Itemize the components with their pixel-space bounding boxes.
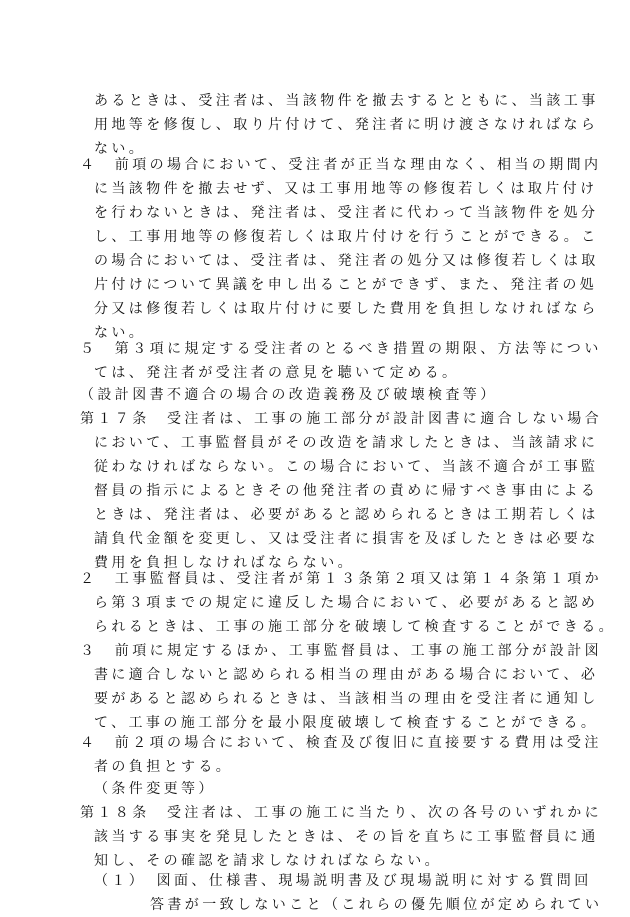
paragraph-3-line: ３ 前項に規定するほか、工事監督員は、工事の施工部分が設計図 <box>80 643 602 659</box>
text-line: 答書が一致しないこと（これらの優先順位が定められてい <box>150 897 603 913</box>
text-line: ては、発注者が受注者の意見を聴いて定める。 <box>94 365 460 381</box>
text-line: 用地等を修復し、取り片付けて、発注者に明け渡さなければなら <box>94 117 599 133</box>
article-18-line: 第１８条 受注者は、工事の施工に当たり、次の各号のいずれかに <box>80 805 602 821</box>
paragraph-4b-line: ４ 前２項の場合において、検査及び復旧に直接要する費用は受注 <box>80 735 602 751</box>
paragraph-2-line: ２ 工事監督員は、受注者が第１３条第２項又は第１４条第１項か <box>80 571 602 587</box>
text-line: を行わないときは、発注者は、受注者に代わって当該物件を処分 <box>94 205 599 221</box>
text-line: ない。 <box>94 325 147 341</box>
article-17-line: 第１７条 受注者は、工事の施工部分が設計図書に適合しない場合 <box>80 411 602 427</box>
section-heading-18: （条件変更等） <box>94 781 216 797</box>
text-line: 要があると認められるときは、当該相当の理由を受注者に通知し <box>94 691 599 707</box>
text-line: 書に適合しないと認められる相当の理由がある場合において、必 <box>94 667 599 683</box>
text-line: あるときは、受注者は、当該物件を撤去するとともに、当該工事 <box>94 93 599 109</box>
text-line: 費用を負担しなければならない。 <box>94 555 355 571</box>
text-line: 片付けについて異議を申し出ることができず、また、発注者の処 <box>94 277 598 293</box>
text-line: 請負代金額を変更し、又は受注者に損害を及ぼしたときは必要な <box>94 531 599 547</box>
text-line: ない。 <box>94 141 147 157</box>
text-line: に当該物件を撤去せず、又は工事用地等の修復若しくは取片付け <box>94 181 598 197</box>
paragraph-5-line: ５ 第３項に規定する受注者のとるべき措置の期限、方法等につい <box>80 341 602 357</box>
text-line: 知し、その確認を請求しなければならない。 <box>94 853 442 869</box>
text-line: 者の負担とする。 <box>94 759 234 775</box>
text-line: て、工事の施工部分を最小限度破壊して検査することができる。 <box>94 715 599 731</box>
text-line: し、工事用地等の修復若しくは取片付けを行うことができる。こ <box>94 229 599 245</box>
text-line: 督員の指示によるときその他発注者の責めに帰すべき事由による <box>94 483 599 499</box>
item-1-line: （１） 図面、仕様書、現場説明書及び現場説明に対する質問回 <box>94 873 592 889</box>
text-line: の場合においては、受注者は、発注者の処分又は修復若しくは取 <box>94 253 599 269</box>
text-line: ら第３項までの規定に違反した場合において、必要があると認め <box>94 595 599 611</box>
text-line: 従わなければならない。この場合において、当該不適合が工事監 <box>94 459 599 475</box>
text-line: 該当する事実を発見したときは、その旨を直ちに工事監督員に通 <box>94 829 599 845</box>
section-heading-17: （設計図書不適合の場合の改造義務及び破壊検査等） <box>80 387 498 403</box>
paragraph-4-line: ４ 前項の場合において、受注者が正当な理由なく、相当の期間内 <box>80 157 602 173</box>
text-line: 分又は修復若しくは取片付けに要した費用を負担しなければなら <box>94 301 599 317</box>
text-line: られるときは、工事の施工部分を破壊して検査することができる。 <box>94 619 616 635</box>
text-line: において、工事監督員がその改造を請求したときは、当該請求に <box>94 435 599 451</box>
text-line: ときは、発注者は、必要があると認められるときは工期若しくは <box>94 507 599 523</box>
